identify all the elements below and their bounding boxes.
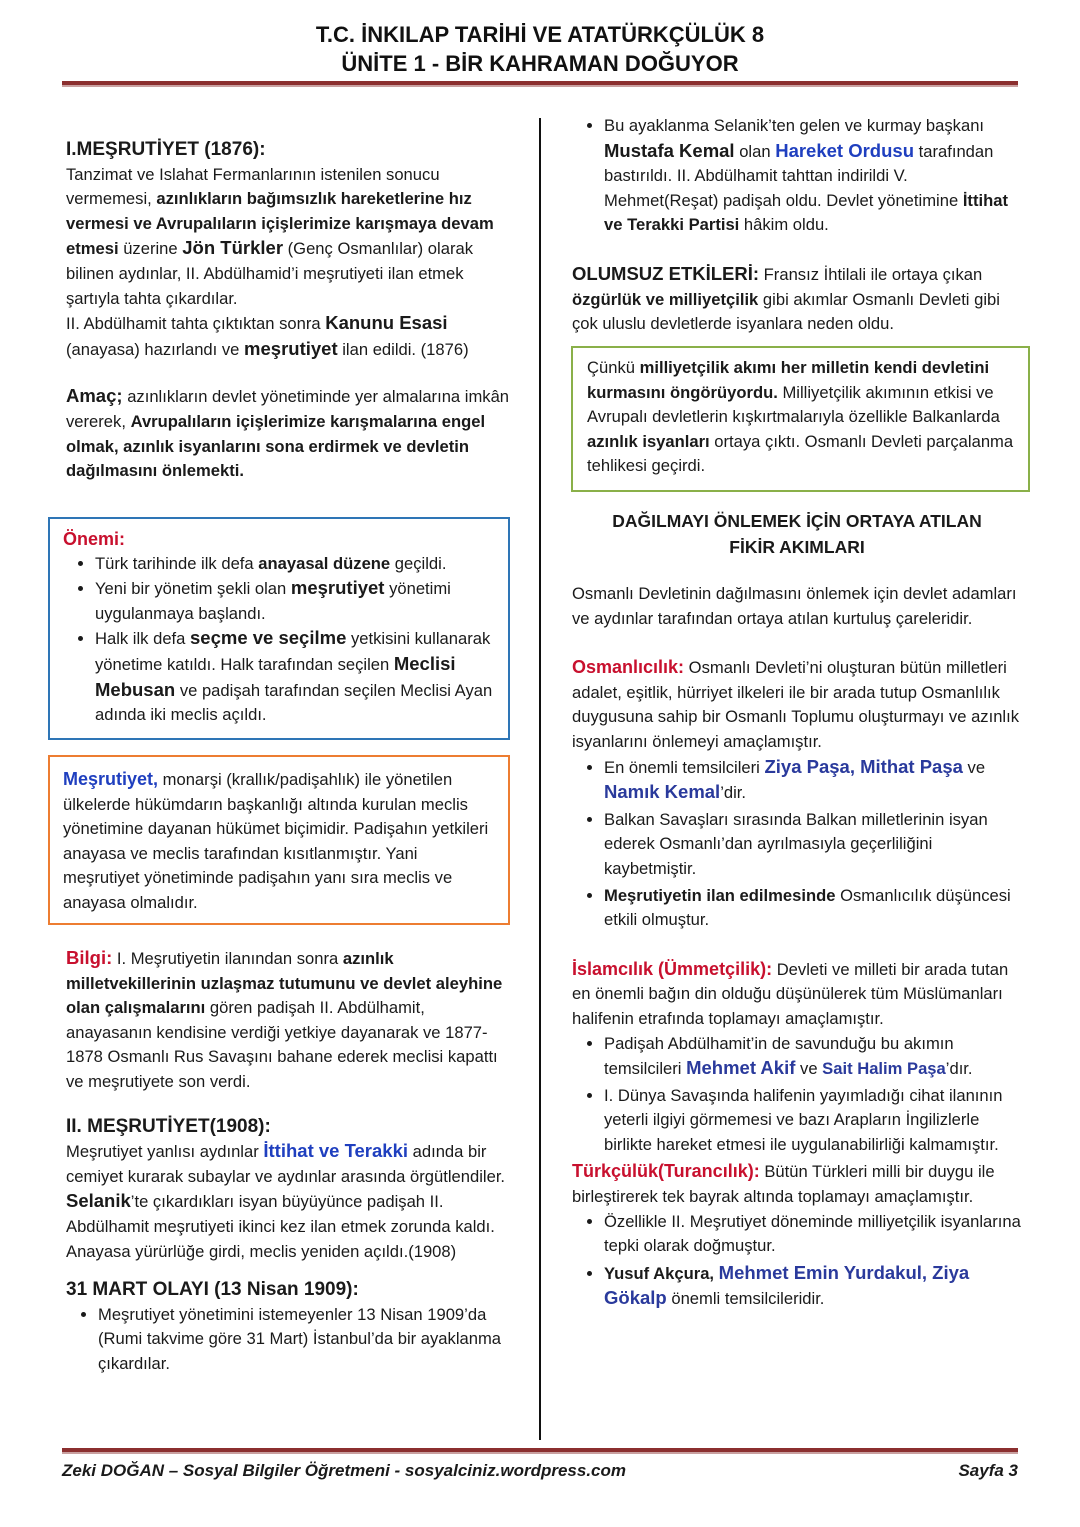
header-title-line1: T.C. İNKILAP TARİHİ VE ATATÜRKÇÜLÜK 8 [315,22,765,47]
footer-rule [62,1448,1018,1454]
paragraph-kanunu-esasi: II. Abdülhamit tahta çıktıktan sonra Kanunu Esasi (anayasa) hazırlandı ve meşrutiyet ilan edildi. (1876) [66,312,469,359]
onemi-list [63,552,496,728]
milliyetcilik-text: Çünkü milliyetçilik akımı her milletin kendi devletini kurmasını öngörüyordu. Milliyetçilik akımının etkisi ve Avrupalı devletlerin kışkırtmalarıyla özellikle Balkanlarda azınlık isyanları ortaya çıktı. Osmanlı Devleti parçalanma tehlikesi geçirdi. [587,358,1014,476]
list-item: • En önemli temsilcileri Ziya Paşa, Mithat Paşa ve Namık Kemal’dir. [604,755,1022,806]
turkculuk-list [572,1210,1022,1312]
list-item: • I. Dünya Savaşında halifenin yayımladığı cihat ilanının yeterli ilgiyi görmemesi ve bazı Arapların İngilizlerle birlikte hareket etmesi ile uygulanabilirliği kalmamıştır. [604,1084,1022,1158]
list-item: • Halk ilk defa seçme ve seçilme yetkisini kullanarak yönetime katıldı. Halk tarafından seçilen Meclisi Mebusan ve padişah tarafından seçilen Meclisi Ayan adında iki meclis açıldı. [95,626,496,727]
footer-author: Zeki DOĞAN – Sosyal Bilgiler Öğretmeni - sosyalciniz.wordpress.com [62,1461,627,1480]
milliyetcilik-box [571,346,1030,492]
page-number: Sayfa 3 [958,1461,1018,1480]
section-title-meşrutiyet-2: II. MEŞRUTİYET(1908): [66,1115,271,1137]
onemi-title: Önemi: [63,529,126,549]
left-column-top [66,138,514,484]
paragraph-fikir-intro: Osmanlı Devletinin dağılmasını önlemek için devlet adamları ve aydınlar tarafından ortaya atılan kurtuluş çareleridir. [572,584,1017,628]
paragraph-bilgi: Bilgi: I. Meşrutiyetin ilanından sonra azınlık milletvekillerinin uzlaşmaz tutumunu ve devlet aleyhine olan çalışmalarını gören padişah II. Abdülhamit, anayasanın kendisine verdiği yetkiye dayanarak ve 1877-1878 Osmanlı Rus Savaşını bahane ederek meclisi kapattı ve meşrutiyete son verdi. [66,947,503,1091]
paragraph-turkculuk: Türkçülük(Turancılık): Bütün Türkleri milli bir duygu ile birleştirerek tek bayrak altında toplamayı amaçlamıştır. [572,1161,995,1207]
mart-continued-list [572,114,1022,238]
list-item: • Yusuf Akçura, Mehmet Emin Yurdakul, Ziya Gökalp önemli temsilcileridir. [604,1261,1022,1312]
list-item: • Yeni bir yönetim şekli olan meşrutiyet yönetimi uygulanmaya başlandı. [95,576,496,626]
list-item: • Bu ayaklanma Selanik’ten gelen ve kurmay başkanı Mustafa Kemal olan Hareket Ordusu tarafından bastırıldı. II. Abdülhamit tahttan indirildi V. Mehmet(Reşat) padişah oldu. Devlet yönetimine İttihat ve Terakki Partisi hâkim oldu. [604,114,1022,238]
header-title-line2: ÜNİTE 1 - BİR KAHRAMAN DOĞUYOR [341,51,739,76]
mesrutiyet-definition-box [48,755,510,925]
page-footer [62,1461,1018,1481]
onemi-box [48,517,510,740]
mart-list [66,1303,514,1377]
right-column-top [572,114,1022,337]
paragraph-meşrutiyet-1: Tanzimat ve Islahat Fermanlarının istenilen sonucu vermemesi, azınlıkların bağımsızlık hareketlerine hız vermesi ve Avrupalıların içişlerimize karışmaya devam etmesi üzerine Jön Türkler (Genç Osmanlılar) olarak bilinen aydınlar, II. Abdülhamid’i meşrutiyeti ilan etmek şartıyla tahta çıkardılar. [66,164,494,308]
section-title-meşrutiyet-1: I.MEŞRUTİYET (1876): [66,139,266,160]
osmanlicilik-list [572,755,1022,933]
paragraph-osmanlicilik: Osmanlıcılık: Osmanlı Devleti’ni oluşturan bütün milletleri adalet, eşitlik, hürriyet ilkeleri ile bir arada tutup Osmanlılık duygusuna sahip bir Osmanlı Toplumu oluşturmayı ve azınlık isyanlarını önlemeyi amaçlamıştır. [572,657,1020,751]
list-item: • Türk tarihinde ilk defa anayasal düzene geçildi. [95,552,496,577]
fikir-akimlari-title: DAĞILMAYI ÖNLEMEK İÇİN ORTAYA ATILAN FİKİR AKIMLARI [612,511,982,557]
paragraph-islamcilik: İslamcılık (Ümmetçilik): Devleti ve milleti bir arada tutan en önemli bağın din olduğu düşünülerek tüm Müslümanları halifenin etrafında toplamayı amaçlamıştır. [572,958,1009,1028]
paragraph-amac: Amaç; azınlıkların devlet yönetiminde yer almalarına imkân vererek, Avrupalıların içişlerimize karışmalarına engel olmak, azınlık isyanlarını sona erdirmek ve devletin dağılmasını önlemekti. [66,385,510,481]
page-header [0,20,1080,78]
list-item: • Meşrutiyet yönetimini istemeyenler 13 Nisan 1909’da (Rumi takvime göre 31 Mart) İstanbul’da bir ayaklanma çıkardılar. [98,1303,514,1377]
paragraph-meşrutiyet-2: Meşrutiyet yanlısı aydınlar İttihat ve Terakki adında bir cemiyet kurarak subaylar ve aydınlar arasında örgütlendiler. Selanik’te çıkardıkları isyan büyüyünce padişah II. Abdülhamit meşrutiyeti ikinci kez ilan etmek zorunda kaldı. Anayasa yürürlüğe girdi, meclis yeniden açıldı.(1908) [66,1140,506,1261]
section-title-31-mart: 31 MART OLAYI (13 Nisan 1909): [66,1279,359,1301]
left-column-bottom [66,946,514,1379]
islamcilik-list [572,1032,1022,1158]
list-item: • Padişah Abdülhamit’in de savunduğu bu akımın temsilcileri Mehmet Akif ve Sait Halim Paşa’dır. [604,1032,1022,1082]
list-item: • Özellikle II. Meşrutiyet döneminde milliyetçilik isyanlarına tepki olarak doğmuştur. [604,1210,1022,1259]
paragraph-olumsuz-etkileri: OLUMSUZ ETKİLERİ: Fransız İhtilali ile ortaya çıkan özgürlük ve milliyetçilik gibi akımlar Osmanlı Devleti gibi çok uluslu devletlerde isyanlara neden oldu. [572,262,1000,334]
list-item: • Meşrutiyetin ilan edilmesinde Osmanlıcılık düşüncesi etkili olmuştur. [604,884,1022,933]
header-rule [62,81,1018,87]
list-item: • Balkan Savaşları sırasında Balkan milletlerinin isyan ederek Osmanlı’dan ayrılmasıyla geçerliliğini kaybetmiştir. [604,808,1022,882]
column-divider [539,118,541,1440]
mesrutiyet-definition: Meşrutiyet, monarşi (krallık/padişahlık) ile yönetilen ülkelerde hükümdarın başkanlığı altında kurulan meclis yönetimine dayanan hükümet biçimidir. Padişahın yetkileri anayasa ve meclis tarafından kısıtlanmıştır. Yani meşrutiyet yönetiminde padişahın yanı sıra meclis ve anayasa olmalıdır. [63,769,489,912]
right-column-bottom [572,508,1022,1314]
